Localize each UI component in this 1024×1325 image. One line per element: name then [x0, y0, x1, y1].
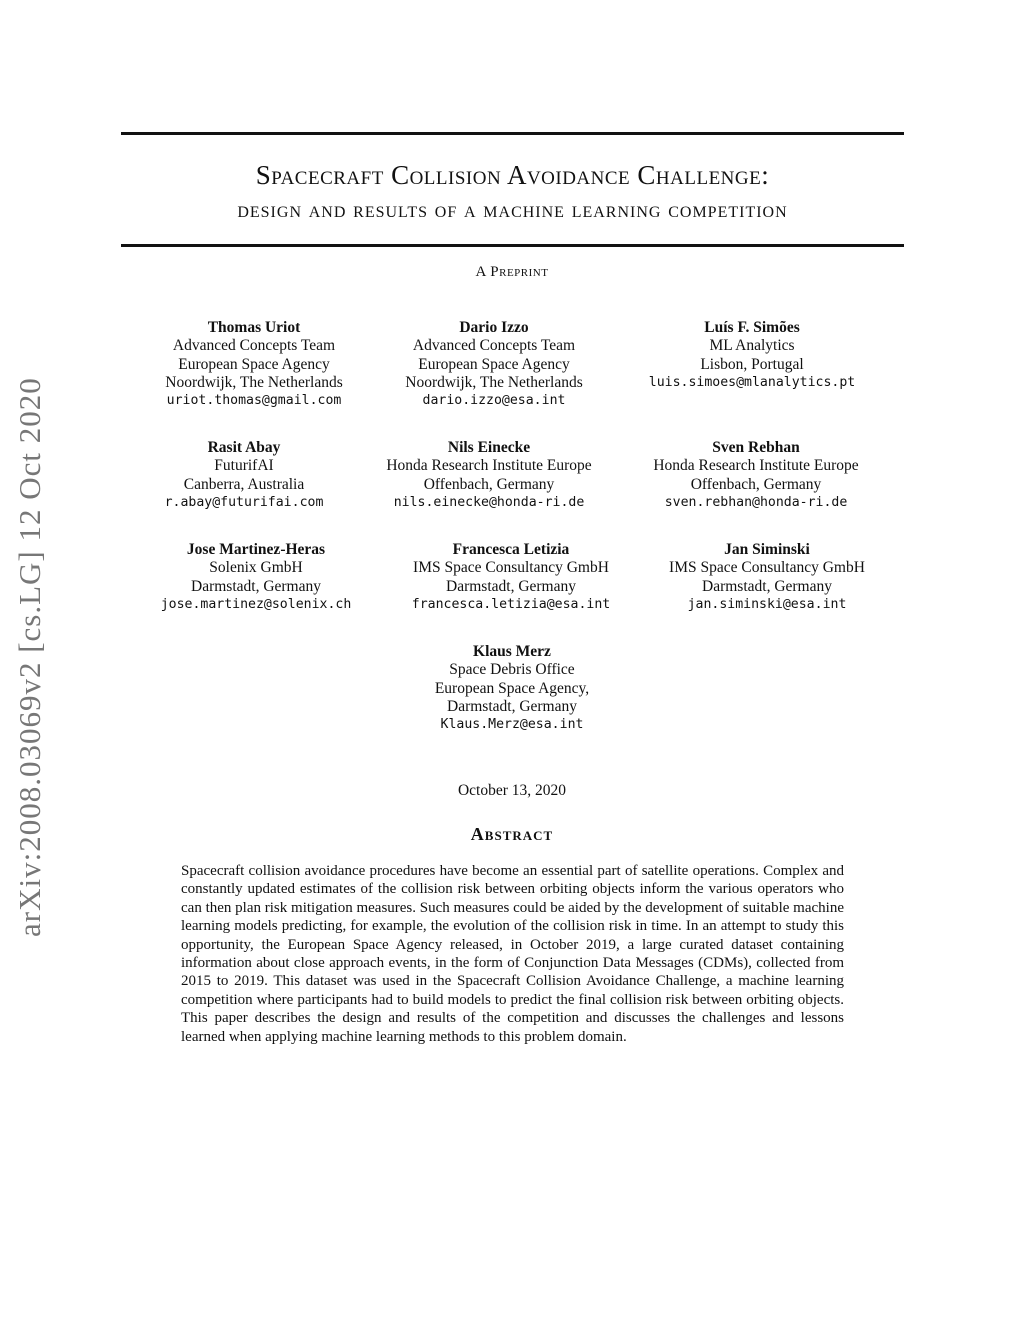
- author-block-sven-rebhan: [626, 439, 886, 512]
- author-block-jan-siminski: [637, 541, 897, 614]
- preprint-label: A Preprint: [475, 264, 549, 280]
- author-block-francesca-letizia: [381, 541, 641, 614]
- author-location: Offenbach, Germany: [423, 475, 555, 493]
- author-location: Darmstadt, Germany: [702, 577, 832, 595]
- author-affiliation: Honda Research Institute Europe: [386, 457, 592, 475]
- abstract-heading: Abstract: [470, 824, 554, 844]
- author-email: francesca.letizia@esa.int: [411, 596, 611, 612]
- paper-title-line-2: design and results of a machine learning competition: [237, 197, 788, 222]
- paper-title-line-1: Spacecraft Collision Avoidance Challenge:: [255, 160, 770, 190]
- author-email: jose.martinez@solenix.ch: [160, 596, 352, 612]
- author-affiliation: IMS Space Consultancy GmbH: [669, 559, 865, 577]
- author-location: Darmstadt, Germany: [446, 577, 576, 595]
- author-affiliation: European Space Agency,: [434, 679, 590, 697]
- author-block-nils-einecke: [359, 439, 619, 512]
- author-affiliation: European Space Agency: [178, 355, 330, 373]
- author-affiliation: Advanced Concepts Team: [412, 337, 576, 355]
- arxiv-identifier-text: arXiv:2008.03069v2 [cs.LG] 12 Oct 2020: [12, 377, 47, 937]
- author-location: Noordwijk, The Netherlands: [405, 373, 583, 391]
- title-bottom-rule: [121, 244, 904, 247]
- author-block-thomas-uriot: [124, 319, 384, 410]
- author-location: Noordwijk, The Netherlands: [165, 373, 343, 391]
- author-affiliation: IMS Space Consultancy GmbH: [413, 559, 609, 577]
- author-affiliation: FuturifAI: [214, 457, 274, 475]
- author-affiliation: Honda Research Institute Europe: [653, 457, 859, 475]
- author-name: Dario Izzo: [459, 319, 529, 336]
- author-email: nils.einecke@honda-ri.de: [393, 494, 585, 510]
- publication-date: October 13, 2020: [457, 782, 567, 799]
- author-block-rasit-abay: [114, 439, 374, 512]
- author-email: jan.siminski@esa.int: [687, 596, 847, 612]
- author-block-jose-martinez-heras: [126, 541, 386, 614]
- author-email: r.abay@futurifai.com: [164, 494, 324, 510]
- author-name: Jan Siminski: [724, 541, 810, 558]
- author-email: uriot.thomas@gmail.com: [166, 393, 342, 409]
- author-affiliation: Solenix GmbH: [209, 559, 303, 577]
- author-block-klaus-merz: [382, 643, 642, 734]
- author-email: luis.simoes@mlanalytics.pt: [648, 374, 856, 390]
- title-top-rule: [121, 132, 904, 135]
- author-email: sven.rebhan@honda-ri.de: [664, 494, 848, 510]
- author-location: Canberra, Australia: [183, 475, 305, 493]
- author-location: Darmstadt, Germany: [447, 697, 577, 715]
- author-location: Darmstadt, Germany: [191, 577, 321, 595]
- author-name: Klaus Merz: [473, 643, 551, 660]
- author-name: Francesca Letizia: [452, 541, 570, 558]
- author-name: Thomas Uriot: [207, 319, 301, 336]
- author-affiliation: ML Analytics: [709, 337, 795, 355]
- author-affiliation: European Space Agency: [418, 355, 570, 373]
- author-name: Jose Martinez-Heras: [186, 541, 326, 558]
- author-name: Nils Einecke: [447, 439, 531, 456]
- author-block-luis-simoes: [622, 319, 882, 392]
- author-block-dario-izzo: [364, 319, 624, 410]
- author-affiliation: Advanced Concepts Team: [172, 337, 336, 355]
- abstract-text: Spacecraft collision avoidance procedures have become an essential part of satellite operations. Complex and constantly updated estimates of the collision risk between orbiting objects inform the various operators who can then plan risk mitigation measures. Such measures could be aided by the development of suitable machine learning models predicting, for example, the evolution of the collision risk in time. In an attempt to study this opportunity, the European Space Agency released, in October 2019, a large curated dataset containing information about close approach events, in the form of Conjunction Data Messages (CDMs), collected from 2015 to 2019. This dataset was used in the Spacecraft Collision Avoidance Challenge, a machine learning competition where participants had to build models to predict the final collision risk between orbiting objects. This paper describes the design and results of the competition and discusses the challenges and lessons learned when applying machine learning methods to this problem domain.: [181, 863, 844, 1045]
- author-location: Offenbach, Germany: [690, 475, 822, 493]
- author-name: Luís F. Simões: [704, 319, 800, 336]
- author-affiliation: Space Debris Office: [449, 661, 575, 679]
- author-email: Klaus.Merz@esa.int: [440, 717, 584, 733]
- author-email: dario.izzo@esa.int: [422, 393, 566, 409]
- author-location: Lisbon, Portugal: [700, 355, 804, 373]
- author-name: Rasit Abay: [207, 439, 281, 456]
- author-name: Sven Rebhan: [712, 439, 800, 456]
